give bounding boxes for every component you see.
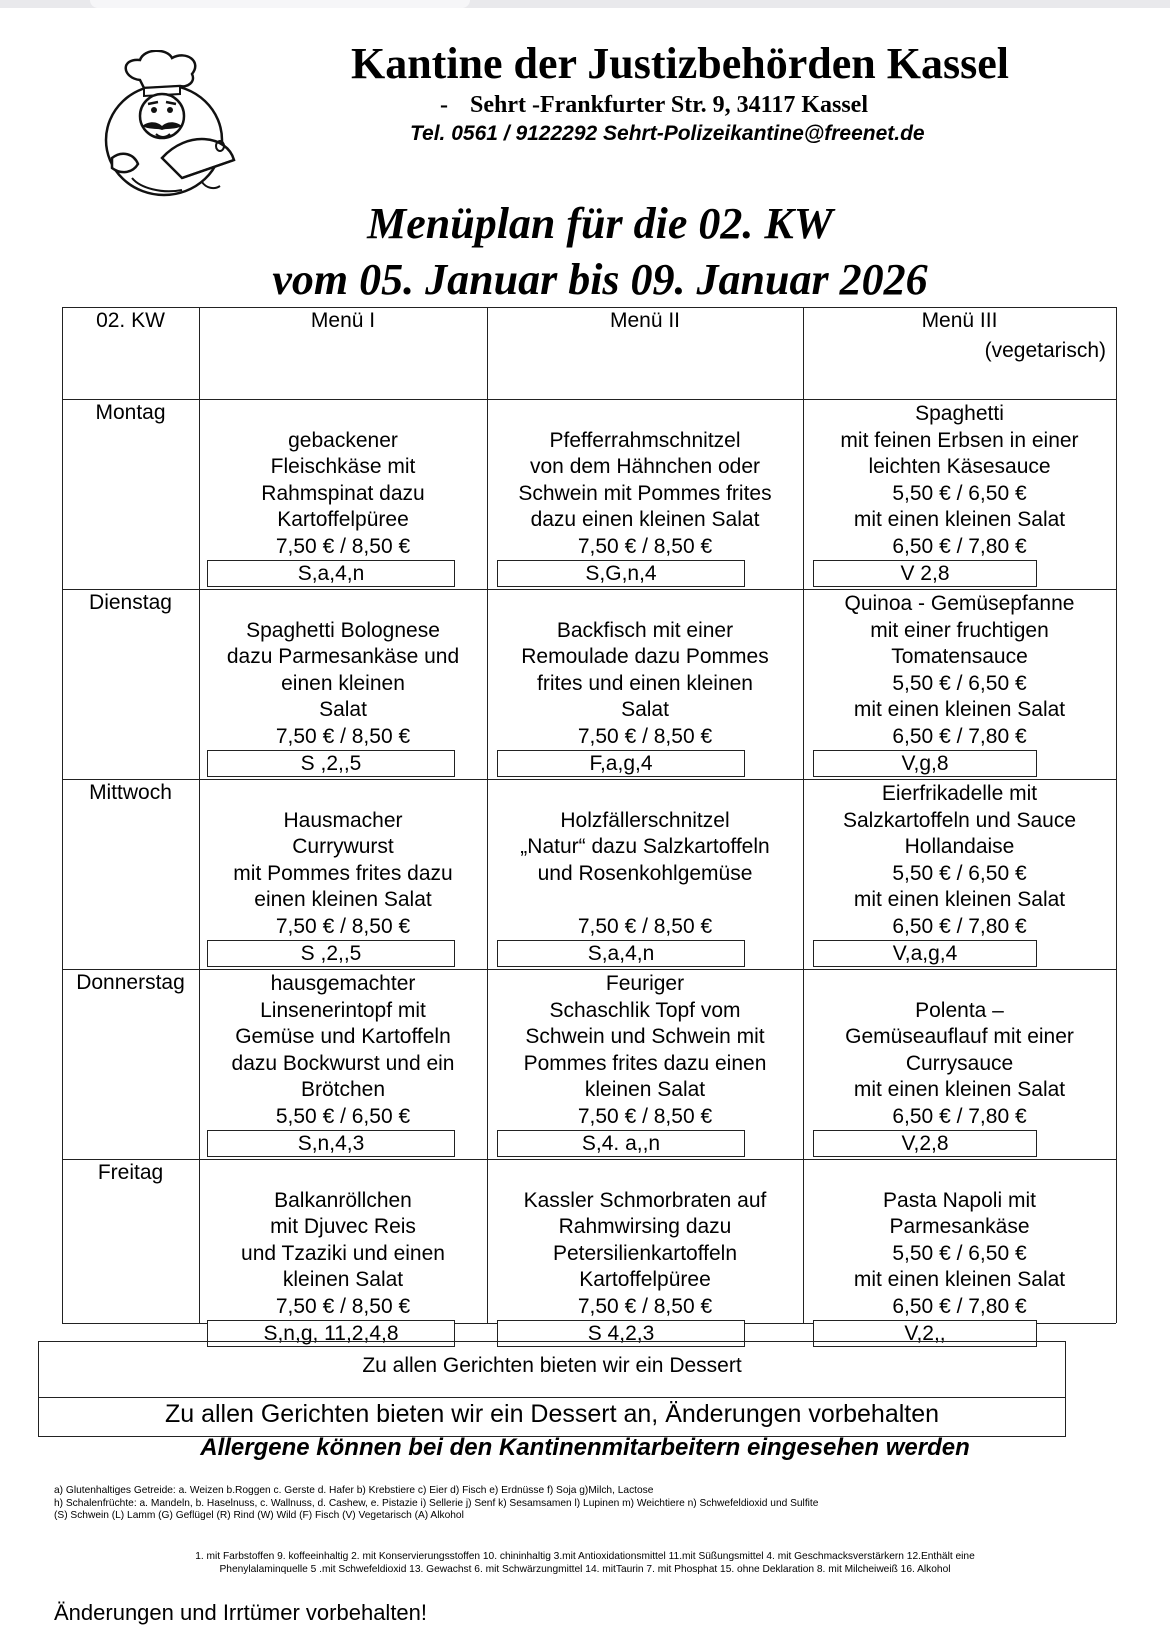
canteen-contact: Tel. 0561 / 9122292 Sehrt-Polizeikantine@freenet.de	[410, 122, 925, 145]
allergen-info-note: Allergene können bei den Kantinenmitarbeitern eingesehen werden	[200, 1434, 970, 1461]
allergen-code-dienstag-menu2: F,a,g,4	[497, 750, 745, 777]
dessert-box	[38, 1341, 1066, 1437]
dessert-changes-note: Zu allen Gerichten bieten wir ein Dessert an, Änderungen vorbehalten	[164, 1400, 940, 1428]
dish-name: Holzfällerschnitzel „Natur“ dazu Salzkartoffeln und Rosenkohlgemüse	[520, 808, 770, 885]
dish-name: Kassler Schmorbraten auf Rahmwirsing dazu Petersilienkartoffeln Kartoffelpüree	[523, 1188, 767, 1291]
menu-cell-donnerstag-menu3	[803, 998, 1116, 1131]
dish-name: Eierfrikadelle mit Salzkartoffeln und Sauce Hollandaise	[842, 782, 1077, 858]
allergen-code-montag-menu3: V 2,8	[813, 560, 1037, 587]
canteen-title: Kantine der Justizbehörden Kassel	[350, 39, 1009, 88]
address-dash: -	[440, 92, 448, 118]
price: 7,50 € / 8,50 €	[275, 724, 411, 748]
dish-name: Quinoa - Gemüsepfanne mit einer fruchtigen Tomatensauce	[844, 592, 1075, 668]
allergen-code-donnerstag-menu1: S,n,4,3	[207, 1130, 455, 1157]
day-label-donnerstag: Donnerstag	[76, 971, 185, 994]
header-menu-3-vegetarian: (vegetarisch)	[984, 339, 1106, 362]
address-text: Sehrt -Frankfurter Str. 9, 34117 Kassel	[470, 92, 868, 118]
price: 7,50 € / 8,50 €	[577, 534, 713, 558]
day-label-mittwoch: Mittwoch	[89, 781, 172, 804]
legend-line: (S) Schwein (L) Lamm (G) Geflügel (R) Rind (W) Wild (F) Fisch (V) Vegetarisch (A) Alkohol	[54, 1510, 464, 1521]
side-salad-price: 6,50 € / 7,80 €	[892, 1294, 1027, 1318]
menu-cell-dienstag-menu1	[199, 618, 487, 751]
allergen-code-donnerstag-menu2: S,4. a,,n	[497, 1130, 745, 1157]
allergen-code-freitag-menu1: S,n,g, 11,2,4,8	[207, 1320, 455, 1347]
side-salad-price: 6,50 € / 7,80 €	[892, 914, 1027, 938]
dish-name: Pasta Napoli mit Parmesankäse	[883, 1188, 1036, 1238]
price: 7,50 € / 8,50 €	[275, 534, 411, 558]
price: 7,50 € / 8,50 €	[577, 724, 713, 748]
legend-line: a) Glutenhaltiges Getreide: a. Weizen b.Roggen c. Gerste d. Hafer b) Krebstiere c) Eier d) Fisch e) Erdnüsse f) Soja g)Milch, Lactose	[54, 1485, 654, 1496]
menu-cell-dienstag-menu3	[803, 591, 1116, 750]
price: 5,50 € / 6,50 €	[892, 1241, 1027, 1265]
dish-name: Pfefferrahmschnitzel von dem Hähnchen oder Schwein mit Pommes frites dazu einen kleinen Salat	[518, 428, 772, 531]
side-salad-note: mit einen kleinen Salat	[853, 1078, 1066, 1101]
side-salad-note: mit einen kleinen Salat	[853, 888, 1066, 911]
menu-cell-freitag-menu1	[199, 1188, 487, 1321]
price: 7,50 € / 8,50 €	[275, 914, 411, 938]
price: 7,50 € / 8,50 €	[577, 1294, 713, 1318]
header-week: 02. KW	[96, 309, 165, 332]
dish-name: Polenta – Gemüseauflauf mit einer Currysauce	[845, 998, 1074, 1075]
menu-cell-montag-menu2	[487, 428, 803, 561]
day-label-montag: Montag	[95, 401, 166, 424]
allergen-code-mittwoch-menu3: V,a,g,4	[813, 940, 1037, 967]
table-row-divider	[62, 589, 1116, 590]
dish-name: hausgemachter Linsenerintopf mit Gemüse und Kartoffeln dazu Bockwurst und ein Brötchen	[231, 972, 455, 1101]
side-salad-note: mit einen kleinen Salat	[853, 508, 1066, 531]
table-row-divider	[62, 1159, 1116, 1160]
price: 7,50 € / 8,50 €	[577, 1104, 713, 1128]
dish-name: Spaghetti Bolognese dazu Parmesankäse und einen kleinen Salat	[226, 618, 460, 721]
header-menu-1: Menü I	[310, 309, 376, 332]
side-salad-note: mit einen kleinen Salat	[853, 1268, 1066, 1291]
price: 7,50 € / 8,50 €	[275, 1294, 411, 1318]
dish-name: Spaghetti mit feinen Erbsen in einer leichten Käsesauce	[840, 402, 1079, 478]
table-border-right	[1116, 307, 1117, 1323]
menu-plan-date-range: vom 05. Januar bis 09. Januar 2026	[272, 255, 928, 304]
price: 5,50 € / 6,50 €	[892, 861, 1027, 885]
chef-logo-icon	[92, 50, 252, 200]
menu-cell-dienstag-menu2	[487, 618, 803, 751]
allergen-code-freitag-menu3: V,2,,	[813, 1320, 1037, 1347]
dish-name: Balkanröllchen mit Djuvec Reis und Tzaziki und einen kleinen Salat	[241, 1188, 445, 1291]
allergen-code-donnerstag-menu3: V,2,8	[813, 1130, 1037, 1157]
dessert-note: Zu allen Gerichten bieten wir ein Dessert	[362, 1354, 742, 1377]
top-status-bar	[0, 0, 1170, 8]
menu-cell-donnerstag-menu2	[487, 971, 803, 1130]
allergen-code-montag-menu1: S,a,4,n	[207, 560, 455, 587]
browser-tab-shape	[90, 0, 470, 8]
header-menu-2: Menü II	[609, 309, 681, 332]
dish-name: gebackener Fleischkäse mit Rahmspinat dazu Kartoffelpüree	[261, 428, 425, 531]
additives-line: 1. mit Farbstoffen 9. koffeeinhaltig 2. mit Konservierungsstoffen 10. chininhaltig 3.mit Antioxidationsmittel 11.mit Süßungsmittel 4. mit Geschmacksverstärkern 12.Enthält eine	[195, 1551, 975, 1562]
table-row-divider	[62, 969, 1116, 970]
menu-cell-freitag-menu3	[803, 1188, 1116, 1321]
menu-cell-mittwoch-menu2	[487, 808, 803, 941]
side-salad-price: 6,50 € / 7,80 €	[892, 534, 1027, 558]
allergen-code-freitag-menu2: S 4,2,3	[497, 1320, 745, 1347]
canteen-address	[440, 92, 868, 119]
allergen-code-dienstag-menu3: V,g,8	[813, 750, 1037, 777]
menu-plan-title: Menüplan für die 02. KW	[367, 199, 833, 248]
allergen-code-mittwoch-menu2: S,a,4,n	[497, 940, 745, 967]
closing-note: Änderungen und Irrtümer vorbehalten!	[54, 1600, 428, 1625]
dish-name: Backfisch mit einer Remoulade dazu Pommes frites und einen kleinen Salat	[521, 618, 769, 721]
day-label-dienstag: Dienstag	[89, 591, 172, 614]
price: 5,50 € / 6,50 €	[275, 1104, 411, 1128]
menu-table	[62, 307, 1116, 1345]
price: 7,50 € / 8,50 €	[577, 914, 713, 938]
allergen-legend	[54, 1485, 818, 1523]
additives-line: Phenylalaminquelle 5 .mit Schwefeldioxid 13. Gewachst 6. mit Schwärzungmittel 14. mitTaurin 7. mit Phosphat 15. ohne Deklaration 8. mit Milcheiweiß 16. Alkohol	[219, 1563, 951, 1575]
allergen-code-montag-menu2: S,G,n,4	[497, 560, 745, 587]
day-label-freitag: Freitag	[97, 1161, 164, 1184]
allergen-code-mittwoch-menu1: S ,2,,5	[207, 940, 455, 967]
table-row-divider	[62, 779, 1116, 780]
menu-cell-montag-menu1	[199, 428, 487, 561]
dessert-divider	[39, 1397, 1065, 1398]
side-salad-price: 6,50 € / 7,80 €	[892, 724, 1027, 748]
header-menu-3	[803, 309, 1116, 362]
menu-cell-mittwoch-menu1	[199, 808, 487, 941]
price: 5,50 € / 6,50 €	[892, 481, 1027, 505]
menu-cell-mittwoch-menu3	[803, 781, 1116, 940]
menu-cell-donnerstag-menu1	[199, 971, 487, 1130]
legend-line: h) Schalenfrüchte: a. Mandeln, b. Haselnuss, c. Wallnuss, d. Cashew, e. Pistazie i) Sellerie j) Senf k) Sesamsamen l) Lupinen m) Weichtiere n) Schwefeldioxid und Sulfite	[54, 1497, 819, 1509]
side-salad-note: mit einen kleinen Salat	[853, 698, 1066, 721]
additives-legend	[0, 1551, 1170, 1576]
menu-cell-montag-menu3	[803, 401, 1116, 560]
dish-name: Hausmacher Currywurst mit Pommes frites dazu einen kleinen Salat	[233, 808, 453, 911]
price: 5,50 € / 6,50 €	[892, 671, 1027, 695]
side-salad-price: 6,50 € / 7,80 €	[892, 1104, 1027, 1128]
dish-name: Feuriger Schaschlik Topf vom Schwein und Schwein mit Pommes frites dazu einen kleinen Salat	[523, 972, 767, 1101]
table-row-divider	[62, 399, 1116, 400]
allergen-code-dienstag-menu1: S ,2,,5	[207, 750, 455, 777]
table-border-top	[62, 307, 1116, 308]
header-menu-3-label: Menü III	[921, 309, 998, 332]
menu-cell-freitag-menu2	[487, 1188, 803, 1321]
